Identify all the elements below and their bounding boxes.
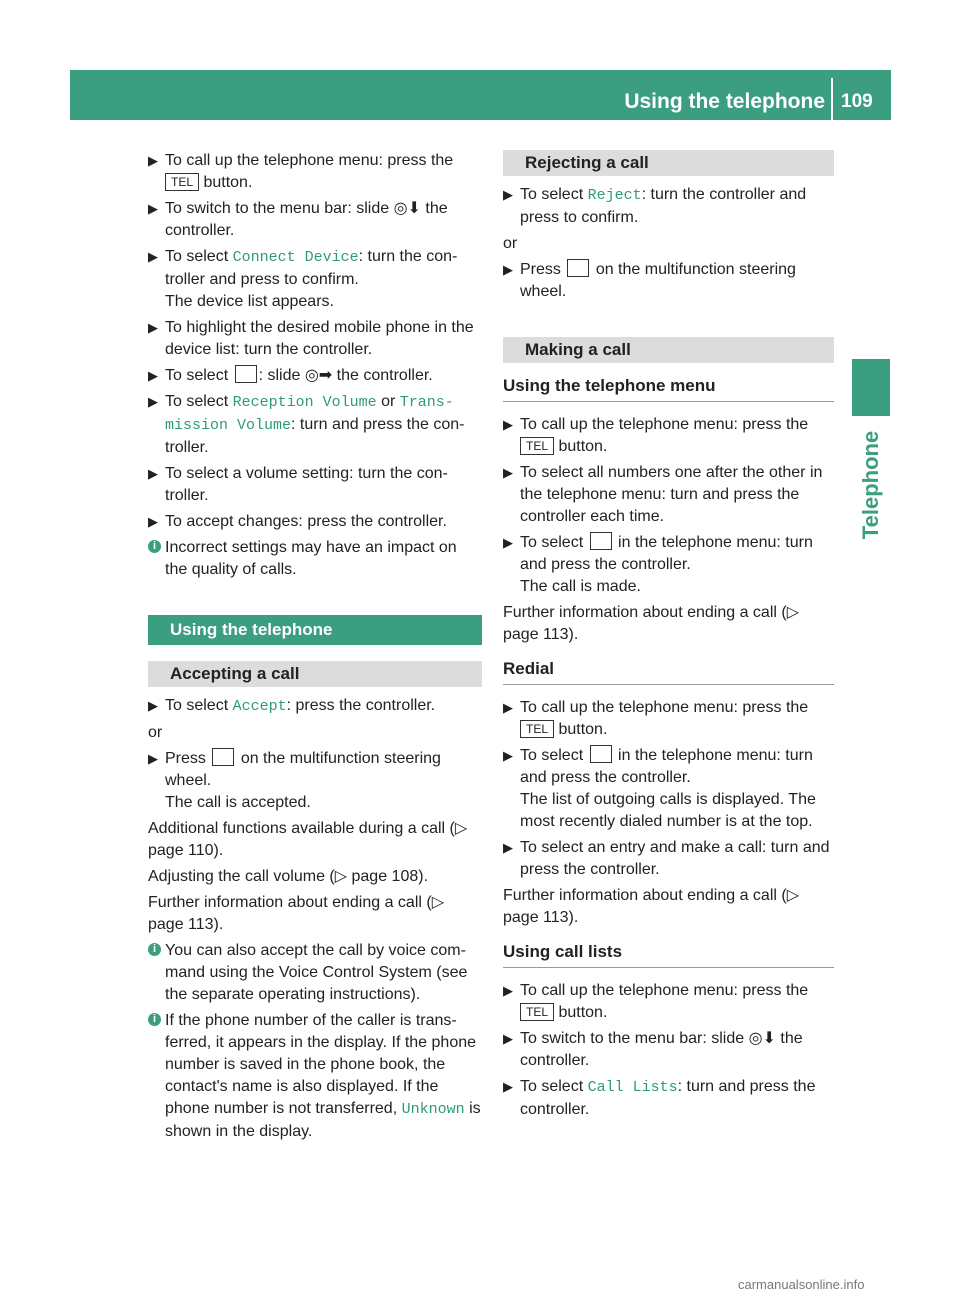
step: ▶ To select all numbers one after the other in the telephone menu: turn and press the controller each time.: [503, 464, 823, 525]
or-text: or: [148, 724, 163, 741]
tel-key-icon: TEL: [165, 173, 199, 191]
arrow-icon: ▶: [503, 1031, 513, 1046]
paragraph: Additional functions available during a call (▷ page 110).: [148, 820, 468, 859]
step: ▶ To select a volume setting: turn the con- troller.: [148, 465, 448, 504]
step: ▶ To select Call Lists: turn and press the controller.: [503, 1078, 816, 1118]
arrow-icon: ▶: [503, 262, 513, 277]
step: ▶ To select an entry and make a call: turn and press the controller.: [503, 839, 830, 878]
left-column: [148, 150, 482, 1147]
arrow-icon: ▶: [148, 320, 158, 335]
info-icon: i: [148, 1013, 161, 1026]
phone-reject-icon: [567, 259, 589, 277]
arrow-icon: ▶: [148, 153, 158, 168]
arrow-icon: ▶: [148, 698, 158, 713]
controller-slide-down-icon: ◎⬇: [393, 200, 421, 217]
phone-call-icon: [590, 745, 612, 763]
controller-slide-right-icon: ◎➡: [304, 367, 333, 384]
step: ▶ To select in the telephone menu: turn and press the controller. The list of outgoing calls is displayed. The most recently dialed number is at the top.: [503, 747, 816, 830]
heading: Using the telephone menu: [503, 375, 834, 402]
step: ▶ To select Reject: turn the controller and press to confirm.: [503, 186, 807, 226]
step: ▶ To select Connect Device: turn the con- troller and press to confirm. The device list appears.: [148, 248, 458, 310]
arrow-icon: ▶: [503, 535, 513, 550]
tel-key-icon: TEL: [520, 437, 554, 455]
step: ▶ To select Reception Volume or Trans- mission Volume: turn and press the con- troller.: [148, 393, 465, 456]
side-label: Telephone: [858, 430, 883, 540]
heading: Using call lists: [503, 941, 834, 968]
step: ▶ Press on the multifunction steering wheel. The call is accepted.: [148, 750, 441, 811]
arrow-icon: ▶: [148, 394, 158, 409]
step: ▶ To switch to the menu bar: slide ◎⬇ the controller.: [503, 1030, 803, 1069]
paragraph: Further information about ending a call (▷ page 113).: [503, 887, 800, 926]
step: ▶ Press on the multifunction steering wheel.: [503, 261, 796, 300]
arrow-icon: ▶: [503, 840, 513, 855]
or-text: or: [503, 235, 518, 252]
watermark: carmanualsonline.info: [738, 1277, 865, 1292]
step: ▶ To call up the telephone menu: press the TEL button.: [503, 416, 809, 455]
page-number: 109: [841, 91, 873, 112]
subsection-heading: Making a call: [503, 337, 834, 363]
step: ▶ To accept changes: press the controller.: [148, 511, 482, 533]
info-icon: i: [148, 943, 161, 956]
paragraph: Further information about ending a call (▷ page 113).: [148, 894, 445, 933]
info-note: i If the phone number of the caller is trans- ferred, it appears in the display. If the phone number is saved in the phone book, the contact's name is also displayed. If the phone number is not transferred, Unknown is shown in the display.: [148, 1010, 482, 1143]
tel-key-icon: TEL: [520, 1003, 554, 1021]
arrow-icon: ▶: [503, 983, 513, 998]
step: ▶ To highlight the desired mobile phone in the device list: turn the controller.: [148, 319, 474, 358]
arrow-icon: ▶: [148, 751, 158, 766]
arrow-icon: ▶: [148, 201, 158, 216]
step: ▶ To call up the telephone menu: press the TEL button.: [148, 152, 454, 191]
heading: Redial: [503, 658, 834, 685]
arrow-icon: ▶: [503, 1079, 513, 1094]
arrow-icon: ▶: [148, 249, 158, 264]
arrow-icon: ▶: [503, 187, 513, 202]
step: ▶ To select Accept: press the controller.: [148, 697, 436, 715]
phone-accept-icon: [212, 748, 234, 766]
info-note: i You can also accept the call by voice com- mand using the Voice Control System (see the separate operating instructions).: [148, 940, 482, 1006]
step: ▶ To select : slide ◎➡ the controller.: [148, 365, 482, 387]
arrow-icon: ▶: [148, 514, 158, 529]
step: ▶ To call up the telephone menu: press the TEL button.: [503, 699, 809, 738]
controller-slide-down-icon: ◎⬇: [748, 1030, 776, 1047]
arrow-icon: ▶: [148, 368, 158, 383]
paragraph: Further information about ending a call (▷ page 113).: [503, 604, 800, 643]
arrow-icon: ▶: [503, 417, 513, 432]
subsection-heading: Accepting a call: [148, 661, 482, 687]
arrow-icon: ▶: [503, 748, 513, 763]
right-column: [503, 150, 834, 1125]
paragraph: Adjusting the call volume (▷ page 108).: [148, 868, 429, 885]
volume-symbol-icon: [235, 365, 257, 383]
arrow-icon: ▶: [503, 465, 513, 480]
header-divider: [831, 78, 833, 120]
step: ▶ To select in the telephone menu: turn and press the controller. The call is made.: [503, 534, 813, 595]
arrow-icon: ▶: [148, 466, 158, 481]
info-icon: i: [148, 540, 161, 553]
page-title: Using the telephone: [624, 90, 825, 113]
phone-call-icon: [590, 532, 612, 550]
subsection-heading: Rejecting a call: [503, 150, 834, 176]
step: ▶ To switch to the menu bar: slide ◎⬇ the controller.: [148, 200, 448, 239]
section-heading: Using the telephone: [148, 615, 482, 645]
info-note: i Incorrect settings may have an impact on the quality of calls.: [148, 537, 482, 581]
side-tab: [852, 359, 890, 416]
arrow-icon: ▶: [503, 700, 513, 715]
step: ▶ To call up the telephone menu: press the TEL button.: [503, 982, 809, 1021]
tel-key-icon: TEL: [520, 720, 554, 738]
